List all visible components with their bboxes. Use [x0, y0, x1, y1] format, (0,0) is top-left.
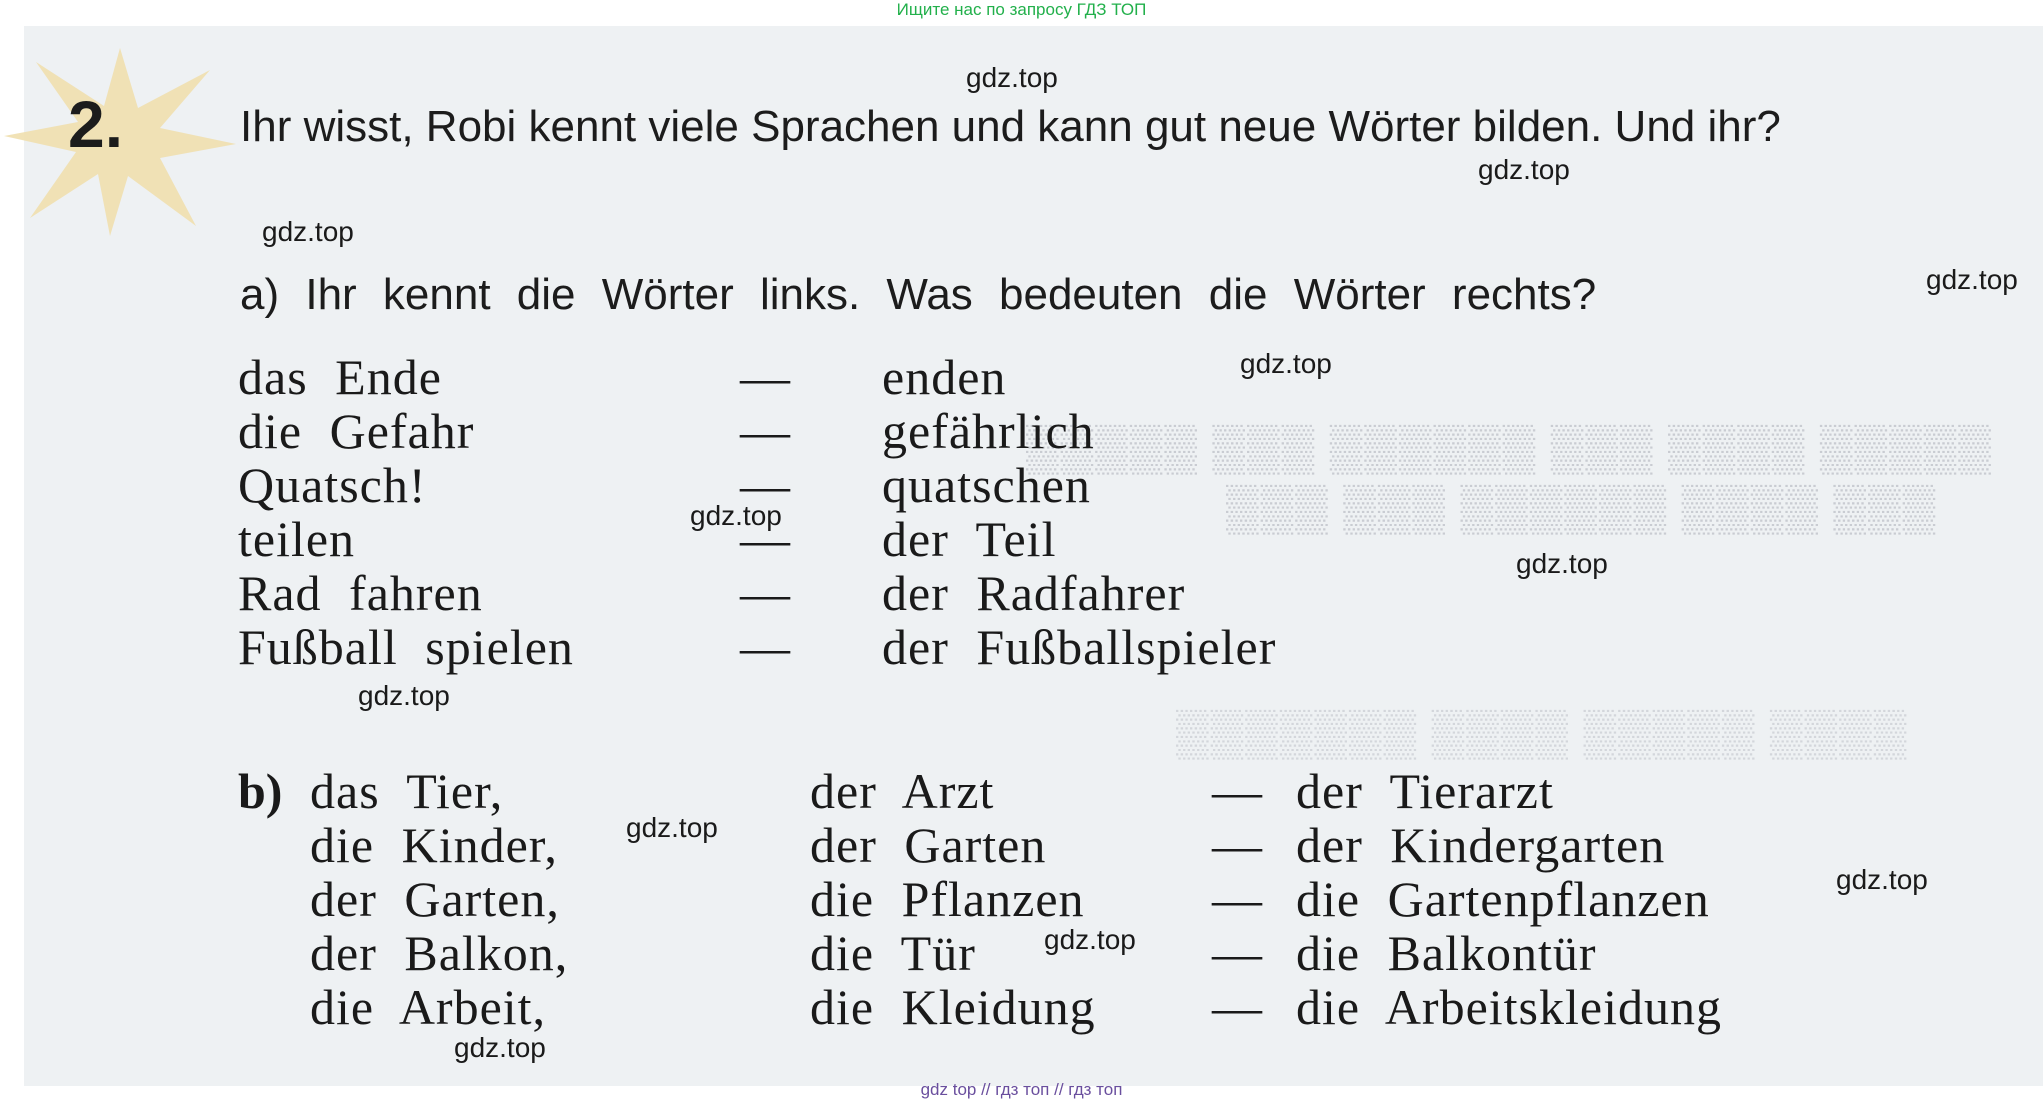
- task-intro: Ihr wisst, Robi kennt viele Sprachen und kann gut neue Wörter bilden. Und ihr?: [240, 102, 1781, 151]
- watermark-label: gdz.top: [1836, 864, 1928, 895]
- word-left: das Ende: [238, 349, 442, 405]
- watermark-label: gdz.top: [262, 216, 354, 247]
- watermark-label: gdz.top: [1478, 154, 1570, 185]
- watermark-label: gdz.top: [358, 680, 450, 711]
- word-second: der Arzt: [810, 763, 995, 819]
- word-first: der Garten,: [310, 871, 560, 927]
- watermark-label: gdz.top: [454, 1032, 546, 1063]
- dash: —: [1212, 871, 1262, 927]
- watermark-label: gdz.top: [1926, 264, 2018, 295]
- word-left: Quatsch!: [238, 457, 427, 513]
- dash: —: [1212, 979, 1262, 1035]
- word-compound: die Balkontür: [1296, 925, 1597, 981]
- bleed-through-texture: ▒▒▒ ▒▒▒▒ ▒▒▒▒▒▒ ▒▒▒ ▒▒▒: [1224, 482, 1936, 533]
- part-b-label: b): [238, 763, 283, 819]
- word-second: die Kleidung: [810, 979, 1096, 1035]
- dash: —: [1212, 925, 1262, 981]
- dash: —: [740, 511, 790, 567]
- word-left: teilen: [238, 511, 356, 567]
- word-first: das Tier,: [310, 763, 504, 819]
- watermark-label: gdz.top: [1516, 548, 1608, 579]
- word-second: die Pflanzen: [810, 871, 1085, 927]
- word-right: der Teil: [882, 511, 1057, 567]
- word-compound: die Gartenpflanzen: [1296, 871, 1710, 927]
- word-first: die Arbeit,: [310, 979, 547, 1035]
- dash: —: [1212, 763, 1262, 819]
- dash: —: [740, 457, 790, 513]
- watermark-label: gdz.top: [1044, 924, 1136, 955]
- word-compound: der Kindergarten: [1296, 817, 1666, 873]
- dash: —: [740, 349, 790, 405]
- watermark-label: gdz.top: [1240, 348, 1332, 379]
- word-right: gefährlich: [882, 403, 1095, 459]
- dash: —: [740, 403, 790, 459]
- word-right: enden: [882, 349, 1007, 405]
- word-first: die Kinder,: [310, 817, 558, 873]
- word-second: der Garten: [810, 817, 1047, 873]
- bleed-through-texture: ▒▒▒▒▒ ▒▒▒▒ ▒▒▒ ▒▒▒▒▒▒ ▒▒▒ ▒▒▒▒▒: [1024, 422, 1991, 473]
- word-right: der Radfahrer: [882, 565, 1186, 621]
- dash: —: [740, 565, 790, 621]
- dash: —: [1212, 817, 1262, 873]
- word-right: der Fußballspieler: [882, 619, 1277, 675]
- part-a-question: a) Ihr kennt die Wörter links. Was bedeuten die Wörter rechts?: [240, 270, 1597, 319]
- watermark-label: gdz.top: [966, 62, 1058, 93]
- footer-links: gdz top // гдз топ // гдз топ: [920, 1080, 1123, 1099]
- watermark-label: gdz.top: [690, 500, 782, 531]
- dash: —: [740, 619, 790, 675]
- word-compound: der Tierarzt: [1296, 763, 1554, 819]
- task-number: 2.: [68, 87, 124, 161]
- word-second: die Tür: [810, 925, 976, 981]
- word-right: quatschen: [882, 457, 1091, 513]
- word-left: Rad fahren: [238, 565, 483, 621]
- bleed-through-texture: ▒▒▒▒ ▒▒▒▒▒ ▒▒▒▒ ▒▒▒▒▒▒▒: [1174, 707, 1907, 758]
- word-first: der Balkon,: [310, 925, 569, 981]
- word-left: die Gefahr: [238, 403, 475, 459]
- word-compound: die Arbeitskleidung: [1296, 979, 1722, 1035]
- watermark-label: gdz.top: [626, 812, 718, 843]
- search-banner: Ищите нас по запросу ГДЗ ТОП: [896, 0, 1147, 19]
- word-left: Fußball spielen: [238, 619, 574, 675]
